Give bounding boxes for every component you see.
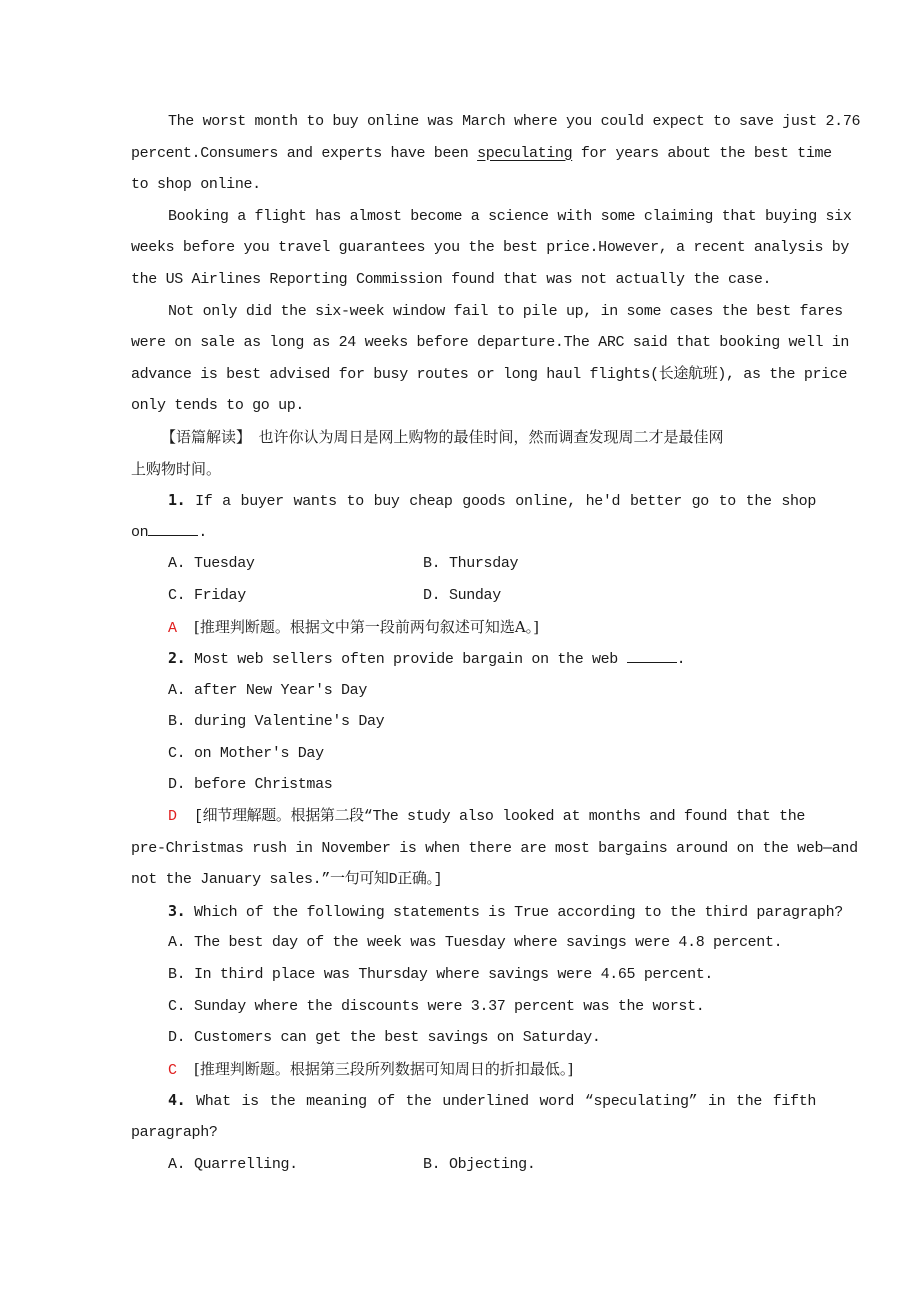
explanation-line: pre-Christmas rush in November is when there are most bargains around on the web—and bbox=[131, 839, 858, 857]
question-line: paragraph? bbox=[131, 1124, 218, 1141]
question-1 bbox=[131, 485, 816, 517]
passage-line bbox=[131, 138, 832, 170]
question-number: 2. bbox=[168, 649, 186, 668]
passage-line: The worst month to buy online was March where you could expect to save just 2.76 bbox=[168, 113, 861, 130]
question-text: Which of the following statements is True according to the third paragraph? bbox=[185, 903, 843, 921]
document-page bbox=[131, 106, 861, 1180]
question-text: Most web sellers often provide bargain on the web bbox=[185, 651, 627, 669]
answer-key: A bbox=[168, 619, 177, 637]
option-a: A. after New Year's Day bbox=[168, 681, 367, 699]
text: on bbox=[131, 523, 149, 541]
explanation-line: not the January sales.”一句可知D正确。] bbox=[131, 871, 443, 889]
interpretation-line: 上购物时间。 bbox=[131, 459, 222, 478]
answer-blank bbox=[627, 647, 677, 663]
text: percent.Consumers and experts have been bbox=[131, 144, 478, 162]
options-row bbox=[131, 580, 816, 612]
explanation-text: [推理判断题。根据第三段所列数据可知周日的折扣最低。] bbox=[194, 1059, 574, 1078]
options-row bbox=[131, 548, 816, 580]
question-text: What is the meaning of the underlined word “speculating” in the fifth bbox=[185, 1093, 816, 1111]
answer-explanation bbox=[131, 801, 816, 833]
question-number: 3. bbox=[168, 901, 186, 920]
option-b: B. during Valentine's Day bbox=[168, 713, 385, 731]
text: for years about the best time bbox=[572, 144, 832, 162]
options-row bbox=[131, 1149, 816, 1181]
answer-key: C bbox=[168, 1061, 177, 1079]
question-number: 1. bbox=[168, 491, 186, 510]
passage-line: Booking a flight has almost become a science with some claiming that buying six bbox=[168, 207, 852, 225]
option-a: A. The best day of the week was Tuesday where savings were 4.8 percent. bbox=[168, 934, 783, 952]
explanation-text: [细节理解题。根据第二段“The study also looked at months and found that the bbox=[194, 808, 806, 826]
underlined-word: speculating bbox=[477, 144, 573, 162]
option-c: C. on Mother's Day bbox=[168, 744, 324, 762]
interpretation-line bbox=[131, 422, 816, 454]
text: 也许你认为周日是网上购物的最佳时间，然而调查发现周二才是最佳网 bbox=[243, 427, 724, 446]
question-text: If a buyer wants to buy cheap goods online, he'd better go to the shop bbox=[185, 493, 816, 511]
passage-line: were on sale as long as 24 weeks before departure.The ARC said that booking well in bbox=[131, 334, 850, 352]
question-number: 4. bbox=[168, 1091, 186, 1110]
passage-line: weeks before you travel guarantees you the best price.However, a recent analysis by bbox=[131, 239, 850, 257]
option-d: D. before Christmas bbox=[168, 776, 333, 794]
passage-line: advance is best advised for busy routes or long haul flights(长途航班), as the price bbox=[131, 365, 848, 383]
text: . bbox=[676, 651, 686, 669]
question-line bbox=[131, 517, 816, 549]
option-d: D. Sunday bbox=[423, 586, 501, 604]
question-2 bbox=[131, 643, 816, 675]
option-b: B. Objecting. bbox=[423, 1155, 536, 1173]
option-b: B. In third place was Thursday where savings were 4.65 percent. bbox=[168, 966, 714, 984]
option-c: C. Friday bbox=[168, 586, 246, 604]
option-d: D. Customers can get the best savings on Saturday. bbox=[168, 1029, 601, 1047]
passage-line: only tends to go up. bbox=[131, 397, 305, 415]
question-3 bbox=[131, 896, 843, 928]
answer-key: D bbox=[168, 808, 177, 826]
answer-blank bbox=[148, 520, 198, 536]
text: . bbox=[198, 523, 207, 541]
option-a: A. Quarrelling. bbox=[168, 1155, 298, 1173]
answer-explanation bbox=[131, 1054, 816, 1086]
explanation-text: [推理判断题。根据文中第一段前两句叙述可知选A。] bbox=[194, 617, 540, 636]
interpretation-label: 【语篇解读】 bbox=[161, 427, 244, 446]
passage-line: to shop online. bbox=[131, 176, 261, 194]
passage-line: the US Airlines Reporting Commission found that was not actually the case. bbox=[131, 270, 772, 288]
option-c: C. Sunday where the discounts were 3.37 percent was the worst. bbox=[168, 997, 705, 1015]
question-4 bbox=[131, 1085, 816, 1117]
answer-explanation bbox=[131, 612, 816, 644]
passage-line: Not only did the six-week window fail to pile up, in some cases the best fares bbox=[168, 302, 843, 320]
option-b: B. Thursday bbox=[423, 555, 519, 573]
option-a: A. Tuesday bbox=[168, 555, 255, 573]
